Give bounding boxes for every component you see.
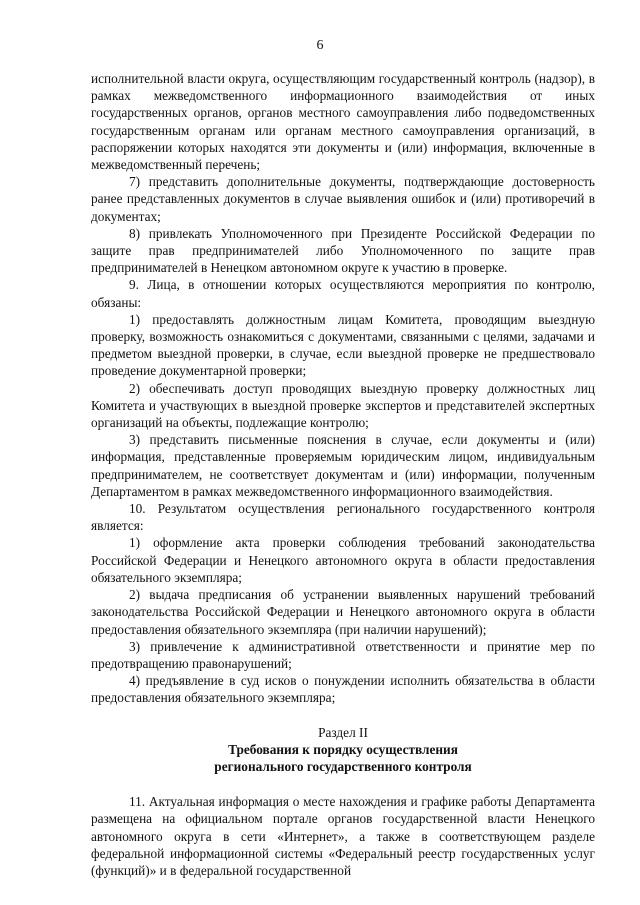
section-title-line-2: регионального государственного контроля: [214, 758, 472, 774]
paragraph-clause-10: 10. Результатом осуществления регионального государственного контроля является:: [91, 501, 595, 534]
document-body: [91, 70, 595, 879]
paragraph-item-7: 7) представить дополнительные документы, подтверждающие достоверность ранее представленных документов в случае выявления ошибок и (или) противоречий в документах;: [91, 174, 595, 224]
section-title-line-1: Требования к порядку осуществления: [228, 741, 458, 757]
paragraph-result-3: 3) привлечение к административной ответственности и принятие мер по предотвращению правонарушений;: [91, 638, 595, 671]
paragraph-duty-2: 2) обеспечивать доступ проводящих выездную проверку должностных лиц Комитета и участвующих в выездной проверке экспертов и представителей экспертных организаций на объекты, подлежащие контролю;: [91, 380, 595, 431]
paragraph-item-8: 8) привлекать Уполномоченного при Президенте Российской Федерации по защите прав предпринимателей либо Уполномоченного по защите прав предпринимателей в Ненецком автономном округе к участию в проверке.: [91, 225, 595, 276]
paragraph-continuation: исполнительной власти округа, осуществляющим государственный контроль (надзор), в рамках межведомственного информационного взаимодействия от иных государственных органов, органов местного самоуправления либо подведомственных государственным органам или органам местного самоуправления организаций, в распоряжении которых находятся эти документы и (или) информация, включенные в межведомственный перечень;: [91, 71, 595, 173]
paragraph-clause-11: 11. Актуальная информация о месте нахождения и графике работы Департамента размещена на официальном портале органов государственной власти Ненецкого автономного округа в сети «Интернет», а также в соответствующем разделе федеральной информационной системы «Федеральный реестр государственных услуг (функций)» и в федеральной государственной: [91, 794, 595, 878]
paragraph-result-4: 4) предъявление в суд исков о понуждении исполнить обязательства в области предоставления обязательного экземпляра;: [91, 673, 595, 706]
paragraph-result-2: 2) выдача предписания об устранении выявленных нарушений требований законодательства Российской Федерации и Ненецкого автономного округа в области предоставления обязательного экземпляра (при наличии нарушений);: [91, 587, 595, 637]
section-number: Раздел II: [318, 724, 368, 740]
paragraph-clause-9: 9. Лица, в отношении которых осуществляются мероприятия по контролю, обязаны:: [91, 277, 595, 310]
paragraph-duty-3: 3) представить письменные пояснения в случае, если документы и (или) информация, представленные проверяемым юридическим лицом, индивидуальным предпринимателем, не соответствует документам и (или) информации, полученным Департаментом в рамках межведомственного информационного взаимодействия.: [91, 432, 595, 499]
page-number: 6: [316, 38, 324, 53]
paragraph-duty-1: 1) предоставлять должностным лицам Комитета, проводящим выездную проверку, возможность ознакомиться с документами, связанными с целями, задачами и предметом выездной проверки, в случае, если выездной проверке не предшествовало проведение документарной проверки;: [91, 311, 595, 379]
paragraph-result-1: 1) оформление акта проверки соблюдения требований законодательства Российской Федерации и Ненецкого автономного округа в области предоставления обязательного экземпляра;: [91, 535, 595, 585]
